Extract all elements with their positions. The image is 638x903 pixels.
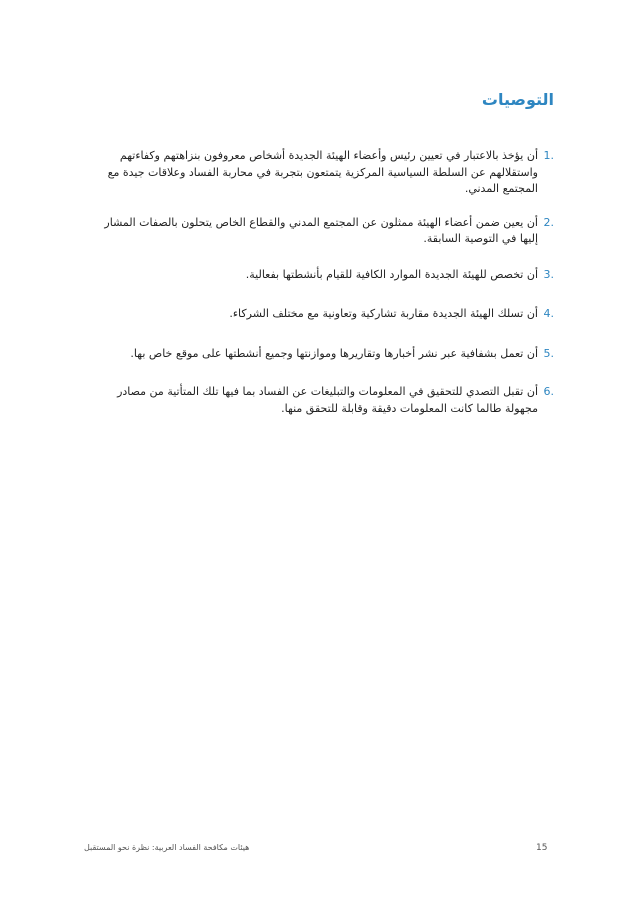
recommendation-item — [99, 267, 554, 284]
recommendation-text: أن تقبل التصدي للتحقيق في المعلومات والتبليغات عن الفساد بما فيها تلك المتأتية من مصادر مجهولة طالما كانت المعلومات دقيقة وقابلة للتحقق منها. — [117, 385, 538, 415]
footer-page-number: 15 — [536, 843, 548, 853]
recommendation-number: 6. — [543, 385, 554, 398]
recommendation-number: 4. — [543, 307, 554, 320]
recommendation-number: 5. — [543, 346, 554, 360]
recommendation-text: أن تسلك الهيئة الجديدة مقاربة تشاركية وتعاونية مع مختلف الشركاء. — [229, 307, 538, 320]
recommendation-item — [99, 215, 554, 248]
recommendation-item — [99, 346, 554, 363]
recommendation-item — [99, 306, 554, 323]
recommendation-text: أن تخصص للهيئة الجديدة الموارد الكافية للقيام بأنشطتها بفعالية. — [245, 267, 538, 281]
recommendation-text: أن يعين ضمن أعضاء الهيئة ممثلون عن المجتمع المدني والقطاع الخاص يتحلون بالصفات المشار إليها في التوصية السابقة. — [104, 215, 538, 245]
footer-publication-title: هيئات مكافحة الفساد العربية: نظرة نحو المستقبل — [84, 843, 250, 852]
recommendation-number: 3. — [543, 267, 554, 281]
recommendation-text: أن تعمل بشفافية عبر نشر أخبارها وتقاريرها وموازنتها وجميع أنشطتها على موقع خاص بها. — [130, 346, 538, 360]
recommendation-item — [99, 384, 554, 417]
page-heading: التوصيات — [481, 90, 554, 109]
recommendation-item — [99, 148, 554, 198]
recommendation-text: أن يؤخذ بالاعتبار في تعيين رئيس وأعضاء الهيئة الجديدة أشخاص معروفون بنزاهتهم وكفاءتهم واستقلالهم عن السلطة السياسية المركزية يتمتعون بتجربة في محاربة الفساد وعلاقات جيدة مع المجتمع المدني. — [107, 149, 538, 195]
recommendation-number: 1. — [543, 149, 554, 162]
recommendations-list — [99, 148, 554, 417]
recommendation-number: 2. — [543, 215, 554, 229]
